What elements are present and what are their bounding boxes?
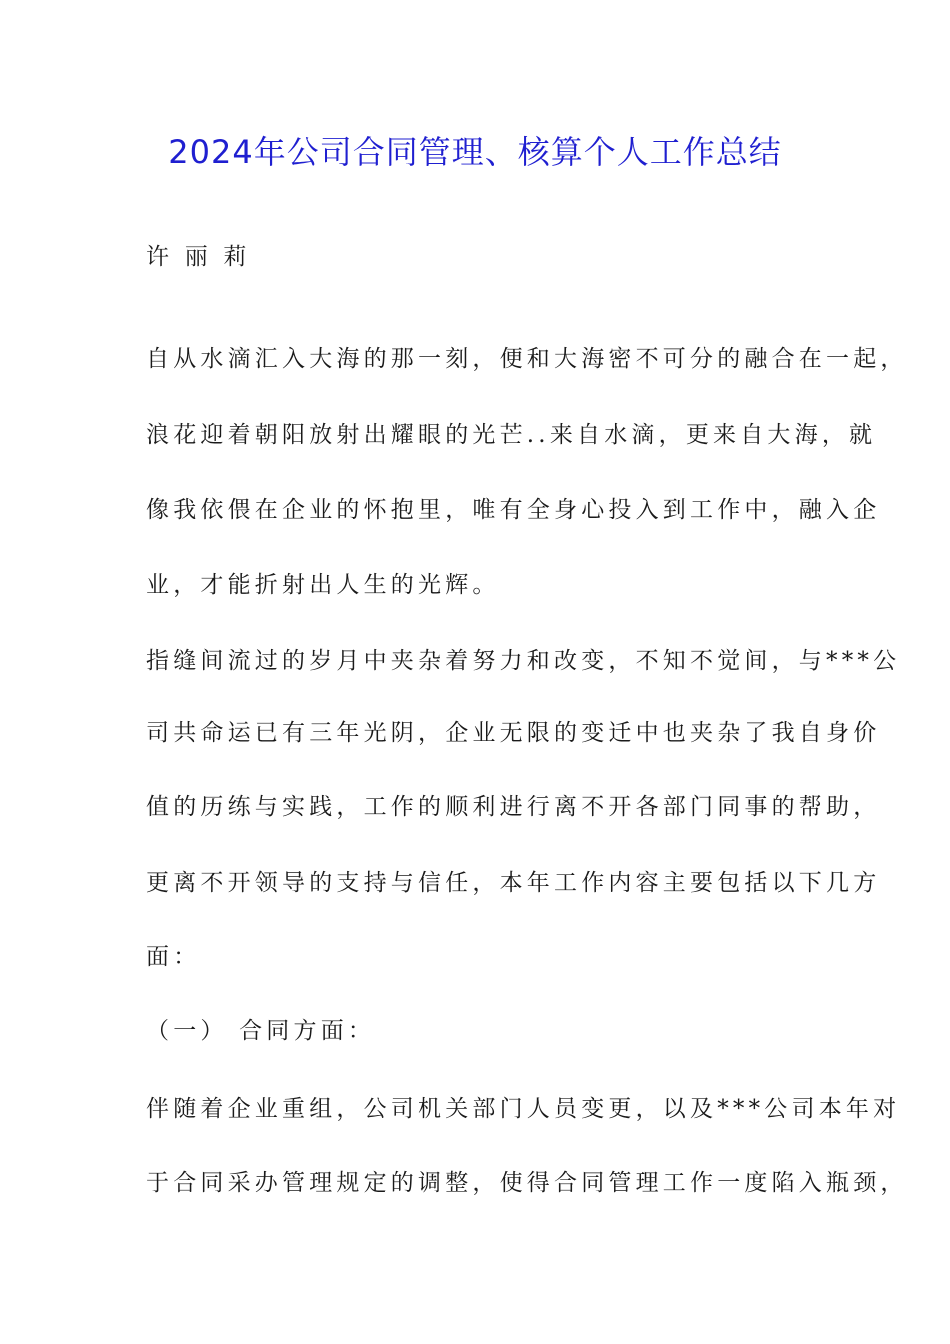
document-title: 2024年公司合同管理、核算个人工作总结 xyxy=(168,133,782,171)
paragraph-line: 司共命运已有三年光阴，企业无限的变迁中也夹杂了我自身价 xyxy=(146,720,881,746)
paragraph-line: 更离不开领导的支持与信任，本年工作内容主要包括以下几方 xyxy=(146,870,881,896)
section-heading: （一） 合同方面： xyxy=(146,1018,376,1044)
paragraph-line: 像我依偎在企业的怀抱里，唯有全身心投入到工作中，融入企 xyxy=(146,497,881,523)
paragraph-line: 面： xyxy=(146,944,201,970)
paragraph-line: 浪花迎着朝阳放射出耀眼的光芒..来自水滴，更来自大海，就 xyxy=(146,422,877,448)
paragraph-line: 业，才能折射出人生的光辉。 xyxy=(146,572,500,598)
paragraph-line: 伴随着企业重组，公司机关部门人员变更，以及***公司本年对 xyxy=(146,1096,901,1122)
paragraph-line: 指缝间流过的岁月中夹杂着努力和改变，不知不觉间，与***公 xyxy=(146,648,901,674)
paragraph-line: 自从水滴汇入大海的那一刻，便和大海密不可分的融合在一起， xyxy=(146,346,908,372)
author-name: 许 丽 莉 xyxy=(146,244,251,270)
paragraph-line: 于合同采办管理规定的调整，使得合同管理工作一度陷入瓶颈， xyxy=(146,1170,908,1196)
paragraph-line: 值的历练与实践，工作的顺利进行离不开各部门同事的帮助， xyxy=(146,794,881,820)
